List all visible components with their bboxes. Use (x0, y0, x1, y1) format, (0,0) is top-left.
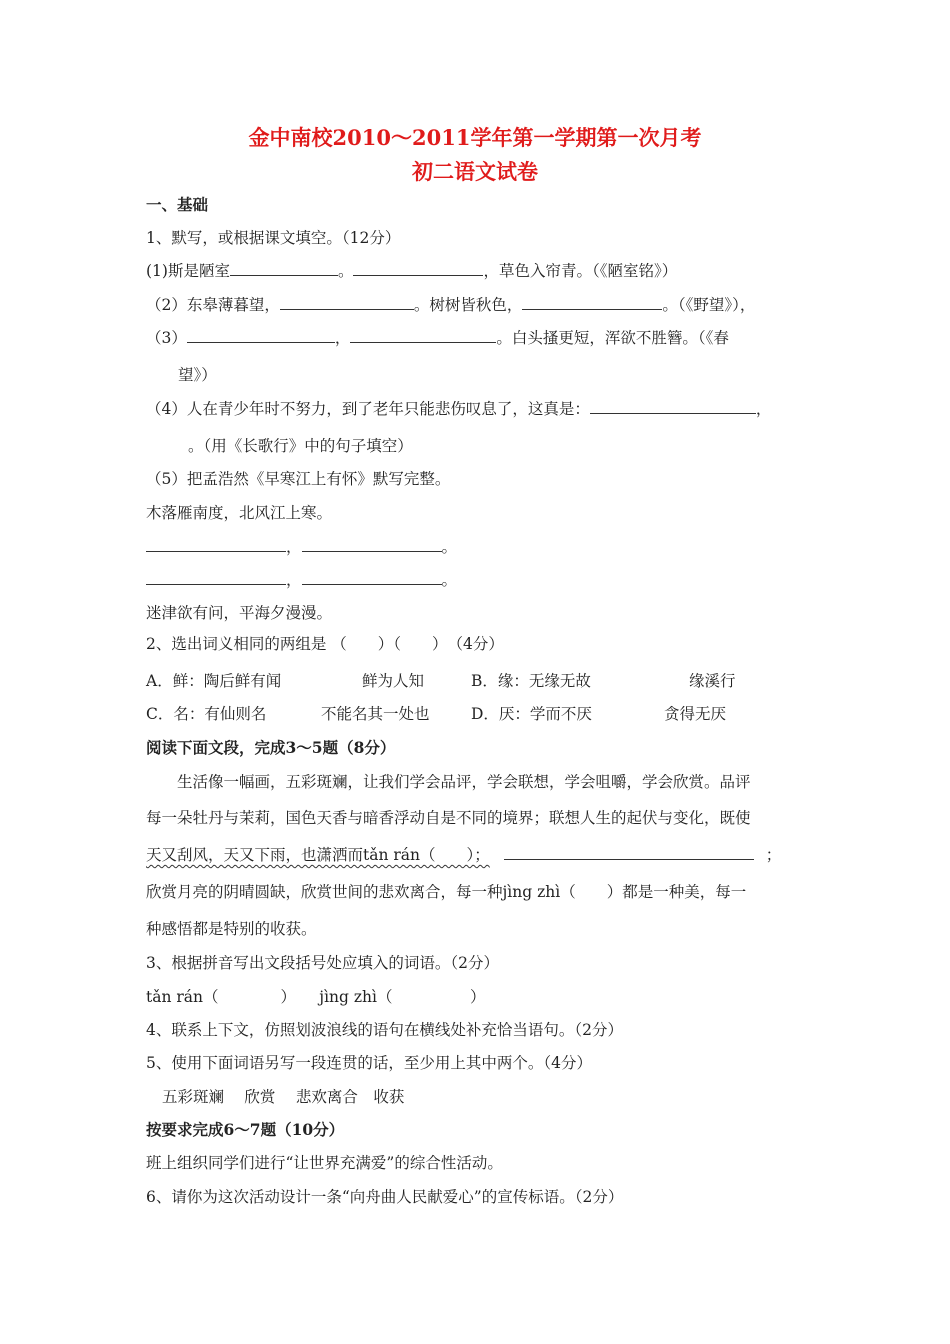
question-1: 1、默写，或根据课文填空。（12分） (146, 229, 401, 247)
question-3: 3、根据拼音写出文段括号处应填入的词语。（2分） (146, 954, 499, 972)
exam-title: 金中南校2010～2011学年第一学期第一次月考 (248, 125, 702, 150)
q2-option-d1: D．厌：学而不厌 (471, 705, 592, 723)
answer-blank[interactable] (590, 399, 756, 414)
q1-item-4-cont: 。（用《长歌行》中的句子填空） (188, 437, 413, 455)
wavy-underlined-sentence: 天又刮风，天又下雨，也潇洒而tǎn rán（ ）； (146, 846, 490, 864)
question-5: 5、使用下面词语另写一段连贯的话，至少用上其中两个。（4分） (146, 1054, 592, 1072)
q1-item-3: （3） ， 。白头搔更短，浑欲不胜簪。（《春 (146, 329, 729, 347)
reading-line-2: 每一朵牡丹与茉莉，国色天香与暗香浮动自是不同的境界；联想人生的起伏与变化，既使 (146, 809, 751, 827)
reading-line-3: 天又刮风，天又下雨，也潇洒而tǎn rán（ ）； ； (146, 846, 782, 864)
answer-blank[interactable] (230, 261, 338, 276)
answer-blank[interactable] (187, 328, 335, 343)
answer-blank[interactable] (522, 295, 662, 310)
reading-line-5: 种感悟都是特别的收获。 (146, 920, 317, 938)
answer-blank[interactable] (504, 845, 754, 860)
reading-line-1: 生活像一幅画，五彩斑斓，让我们学会品评，学会联想，学会咀嚼，学会欣赏。品评 (146, 773, 751, 791)
poem-line-2: ， 。 (146, 537, 457, 557)
question-6: 6、请你为这次活动设计一条“向舟曲人民献爱心”的宣传标语。（2分） (146, 1188, 624, 1206)
q2-option-b1: B．缘：无缘无故 (471, 672, 591, 690)
answer-blank[interactable] (280, 295, 414, 310)
q1-item-4: （4）人在青少年时不努力，到了老年只能悲伤叹息了，这真是： ， (146, 400, 772, 418)
answer-blank[interactable] (302, 570, 442, 585)
reading-line-4: 欣赏月亮的阴晴圆缺，欣赏世间的悲欢离合，每一种jìng zhì（ ）都是一种美，每一 (146, 883, 747, 901)
q2-option-c1: C．名：有仙则名 (146, 705, 267, 723)
question-2: 2、选出词义相同的两组是 （ ）（ ） （4分） (146, 635, 504, 653)
answer-blank[interactable] (350, 328, 496, 343)
q5-word-list: 五彩斑斓 欣赏 悲欢离合 收获 (162, 1088, 405, 1106)
poem-line-4: 迷津欲有问，平海夕漫漫。 (146, 604, 333, 622)
q1-item-1: (1)斯是陋室 。 ，草色入帘青。（《陋室铭》） (146, 262, 678, 280)
q2-option-d2: 贪得无厌 (664, 705, 727, 723)
answer-blank[interactable] (353, 261, 483, 276)
q1-item-3-cont: 望》） (178, 366, 217, 384)
activity-intro: 班上组织同学们进行“让世界充满爱”的综合性活动。 (146, 1154, 503, 1172)
reading-heading: 阅读下面文段，完成3～5题（8分） (146, 738, 396, 757)
section-heading-basics: 一、基础 (146, 195, 209, 214)
q2-option-c2: 不能名其一处也 (321, 705, 430, 723)
q1-item-5: （5）把孟浩然《早寒江上有怀》默写完整。 (146, 470, 451, 488)
q2-option-a2: 鲜为人知 (362, 672, 425, 690)
question-4: 4、联系上下文，仿照划波浪线的语句在横线处补充恰当语句。（2分） (146, 1021, 623, 1039)
q2-option-a1: A．鲜：陶后鲜有闻 (146, 672, 282, 690)
answer-blank[interactable] (146, 537, 286, 552)
poem-line-1: 木落雁南度，北风江上寒。 (146, 504, 333, 522)
answer-blank[interactable] (146, 570, 286, 585)
exam-subtitle: 初二语文试卷 (412, 159, 538, 184)
poem-line-3: ， 。 (146, 570, 457, 590)
answer-blank[interactable] (302, 537, 442, 552)
q1-item-2: （2）东皋薄暮望， 。树树皆秋色， 。（《野望》）， (146, 296, 756, 314)
section-heading-tasks: 按要求完成6～7题（10分） (146, 1120, 345, 1139)
q2-option-b2: 缘溪行 (689, 672, 736, 690)
q3-pinyin-blanks: tǎn rán（ ） jìng zhì（ ） (146, 988, 486, 1006)
